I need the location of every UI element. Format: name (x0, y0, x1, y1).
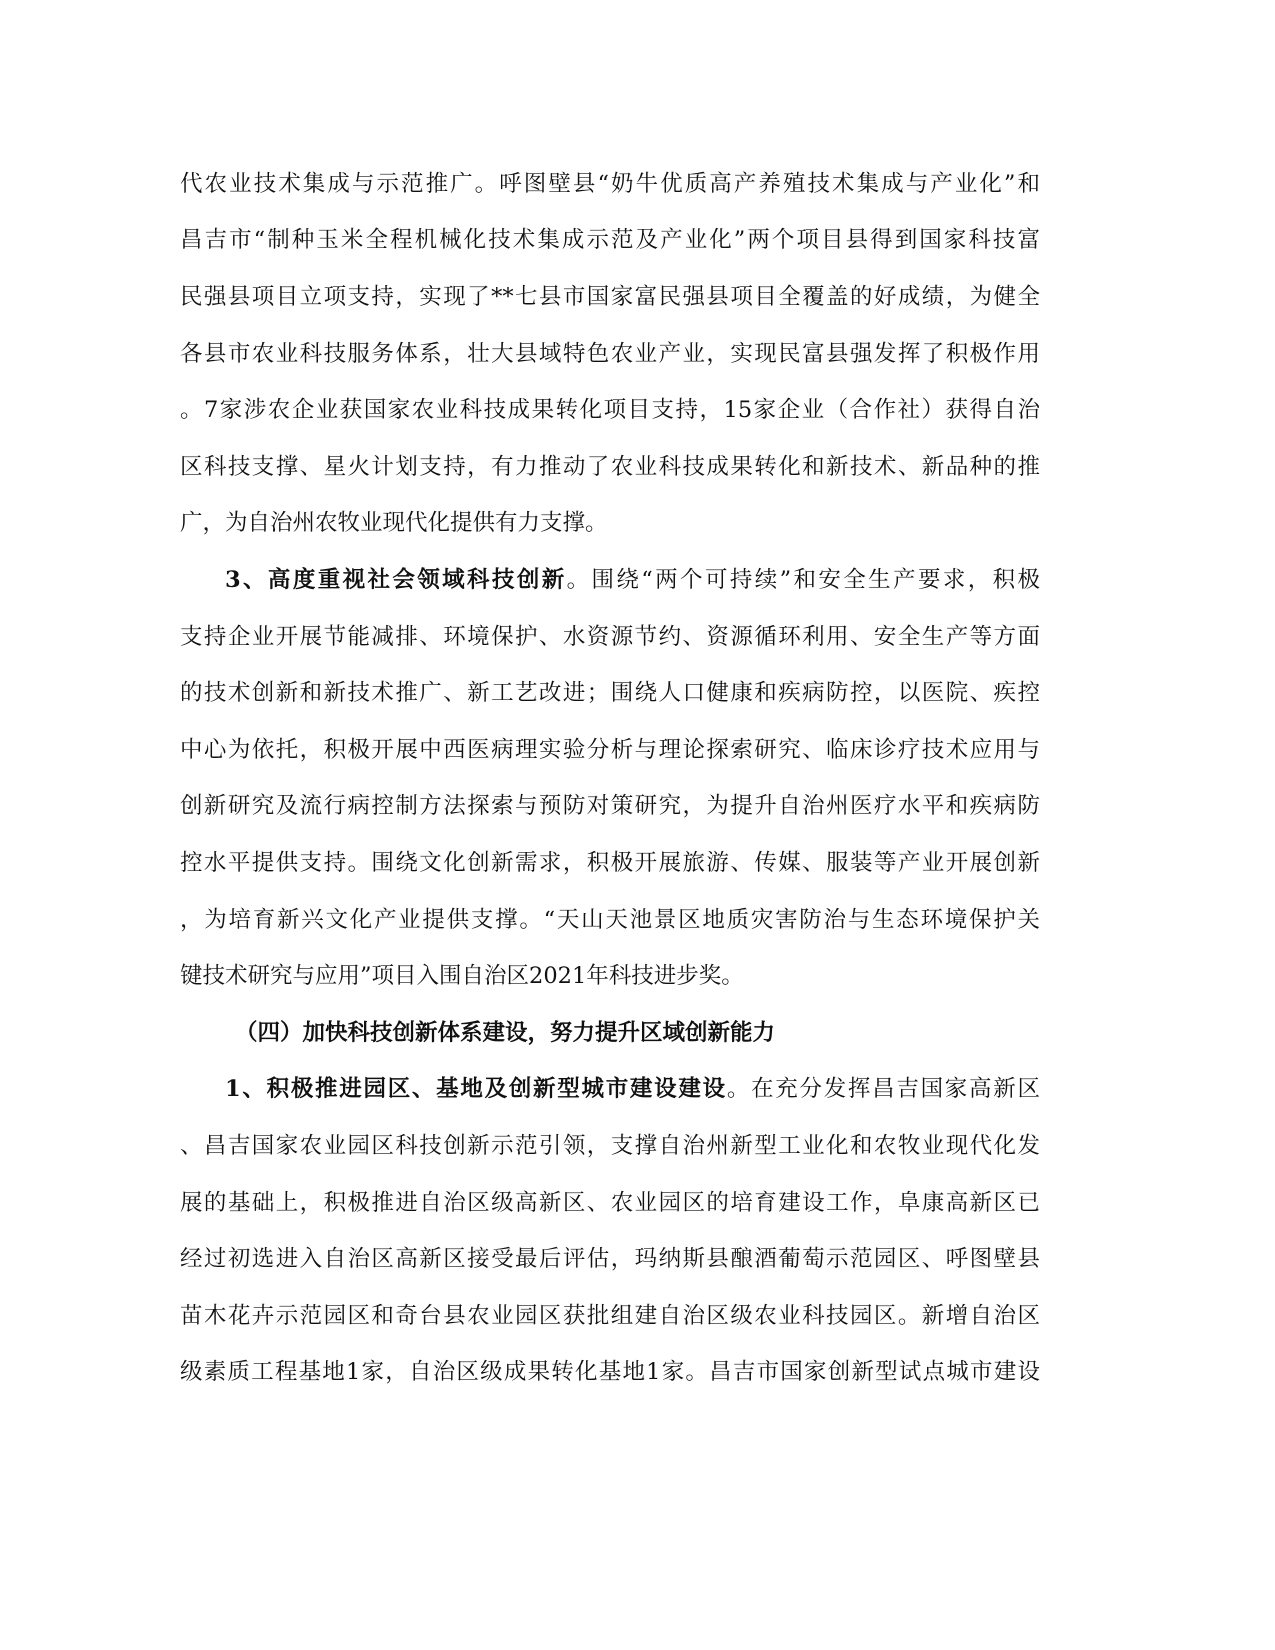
paragraph-line: 展的基础上，积极推进自治区级高新区、农业园区的培育建设工作，阜康高新区已 (180, 1190, 1040, 1216)
paragraph-line: 创新研究及流行病控制方法探索与预防对策研究，为提升自治州医疗水平和疾病防 (180, 793, 1040, 819)
paragraph-line: 苗木花卉示范园区和奇台县农业园区获批组建自治区级农业科技园区。新增自治区 (180, 1303, 1040, 1329)
paragraph-line: 级素质工程基地1家，自治区级成果转化基地1家。昌吉市国家创新型试点城市建设 (180, 1359, 1040, 1385)
paragraph-text: 。在充分发挥昌吉国家高新区 (726, 1076, 1040, 1102)
item-heading: 3、高度重视社会领域科技创新 (225, 567, 567, 593)
paragraph-text: 。围绕“两个可持续”和安全生产要求，积极 (566, 567, 1041, 593)
paragraph-line: 代农业技术集成与示范推广。呼图壁县“奶牛优质高产养殖技术集成与产业化”和 (180, 171, 1040, 197)
paragraph-line: 、昌吉国家农业园区科技创新示范引领，支撑自治州新型工业化和农牧业现代化发 (180, 1133, 1040, 1159)
paragraph-line: 广，为自治州农牧业现代化提供有力支撑。 (180, 510, 608, 536)
section-heading: （四）加快科技创新体系建设，努力提升区域创新能力 (235, 1020, 776, 1046)
paragraph-line: 民强县项目立项支持，实现了**七县市国家富民强县项目全覆盖的好成绩，为健全 (180, 284, 1040, 310)
paragraph-line: 各县市农业科技服务体系，壮大县域特色农业产业，实现民富县强发挥了积极作用 (180, 341, 1040, 367)
paragraph-line: 中心为依托，积极开展中西医病理实验分析与理论探索研究、临床诊疗技术应用与 (180, 737, 1040, 763)
paragraph-line: 昌吉市“制种玉米全程机械化技术集成示范及产业化”两个项目县得到国家科技富 (180, 227, 1040, 253)
paragraph-first-line (225, 560, 1040, 600)
paragraph-line: 经过初选进入自治区高新区接受最后评估，玛纳斯县酿酒葡萄示范园区、呼图壁县 (180, 1246, 1040, 1272)
paragraph-line: 区科技支撑、星火计划支持，有力推动了农业科技成果转化和新技术、新品种的推 (180, 454, 1040, 480)
paragraph-line: 控水平提供支持。围绕文化创新需求，积极开展旅游、传媒、服装等产业开展创新 (180, 850, 1040, 876)
paragraph-line: ，为培育新兴文化产业提供支撑。“天山天池景区地质灾害防治与生态环境保护关 (180, 907, 1040, 933)
paragraph-line: 的技术创新和新技术推广、新工艺改进；围绕人口健康和疾病防控，以医院、疾控 (180, 680, 1040, 706)
paragraph-line: 支持企业开展节能减排、环境保护、水资源节约、资源循环利用、安全生产等方面 (180, 624, 1040, 650)
paragraph-line: 。7家涉农企业获国家农业科技成果转化项目支持，15家企业（合作社）获得自治 (180, 397, 1040, 423)
paragraph-line: 键技术研究与应用”项目入围自治区2021年科技进步奖。 (180, 963, 744, 989)
item-heading: 1、积极推进园区、基地及创新型城市建设建设 (225, 1076, 727, 1102)
paragraph-first-line (225, 1069, 1040, 1109)
